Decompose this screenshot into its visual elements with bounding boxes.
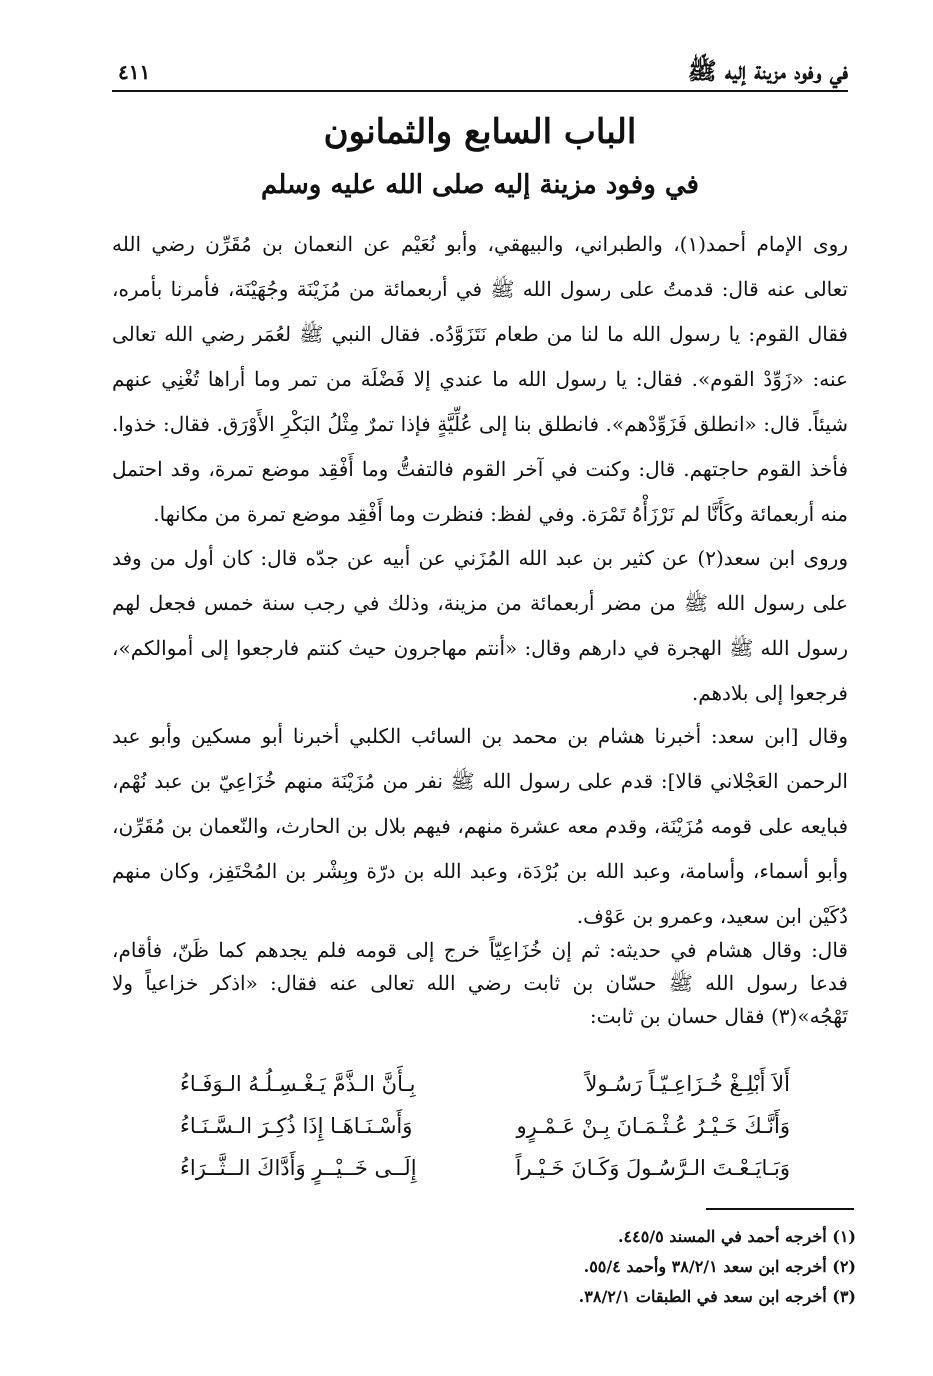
page-number: ٤١١ [118, 60, 151, 84]
verse-second-hemistich: وَأَسْـنَـاهَـا إِذَا ذُكِـرَ الـسَّـنَـاءُ [180, 1114, 413, 1138]
verse-first-hemistich: أَلاَ أَبْلِـغْ خُـزَاعِـيّـاً رَسُـولاً [585, 1072, 790, 1096]
chapter-title: الباب السابع والثمانون [323, 112, 637, 152]
footnote-1: (١) أخرجه أحمد في المسند ٤٤٥/٥. [617, 1227, 856, 1246]
poem-verse [180, 1105, 790, 1147]
footnotes [112, 1222, 856, 1312]
verse-second-hemistich: بِـأَنَّ الـذَّمَّ يَـغْـسِـلُـهُ الـوَفَـاءُ [180, 1072, 416, 1096]
footnote-2: (٢) أخرجه ابن سعد ٣٨/٢/١ وأحمد ٥٥/٤. [583, 1257, 856, 1276]
footnote-3: (٣) أخرجه ابن سعد في الطبقات ٣٨/٢/١. [578, 1287, 856, 1306]
paragraph-1: روى الإمام أحمد(١)، والطبراني، والبيهقي، وأبو نُعَيْم عن النعمان بن مُقَرِّن رضي الله تعالى عنه قال: قدمتُ على رسول الله ﷺ في أربعمائة من مُزَيْنَة وجُهَيْنَة، فأمرنا بأمره، فقال القوم: يا رسول الله ما لنا من طعام نَتَزَوَّدُه. فقال النبي ﷺ لعُمَر رضي الله تعالى عنه: «زَوِّدْ القوم». فقال: يا رسول الله ما عندي إلا فَضْلَة من تمر وما أراها تُغْنِي عنهم شيئاً. قال: «انطلق فَزَوِّدْهم». فانطلق بنا إلى عُلِّيَّةٍ فإذا تمرٌ مِثْلُ البَكْرِ الأَوْرَق. فقال: خذوا. فأخذ القوم حاجتهم. قال: وكنت في آخر القوم فالتفتُّ وما أَفْقِد موضع تمرة، وقد احتمل منه أربعمائة وكَأَنَّا لم نَرْزَأْهُ تَمْرَة. وفي لفظ: فنظرت وما أَفْقِد موضع تمرة من مكانها. [112, 232, 848, 526]
paragraph-3: وقال [ابن سعد: أخبرنا هشام بن محمد بن السائب الكلبي أخبرنا أبو مسكين وأبو عبد الرحمن العَجْلاني قالا]: قدم على رسول الله ﷺ نفر من مُزَيْنَة منهم خُزَاعِيّ بن عبد نُهْم، فبايعه على قومه مُزَيْنَة، وقدم معه عشرة منهم، فيهم بلال بن الحارث، والنّعمان بن مُقَرِّن، وأبو أسماء، وأسامة، وعبد الله بن بُرْدَة، وعبد الله بن درّة وبِشْر بن المُحْتَفِز، وكان منهم دُكَيْن ابن سعيد، وعمرو بن عَوْف. [112, 724, 848, 928]
chapter-subtitle: في وفود مزينة إليه صلى الله عليه وسلم [261, 170, 699, 200]
verse-first-hemistich: وَأَنَّـكَ خَـيْـرُ عُـثْـمَـانَ بِـنْ عَـمْـرٍو [516, 1114, 790, 1138]
verse-second-hemistich: إِلَــى خَــيْــرٍ وَأَدَّاكَ الــثَّــرَاءُ [180, 1156, 417, 1180]
running-header [112, 50, 848, 92]
paragraph-2: وروى ابن سعد(٢) عن كثير بن عبد الله المُزَني عن أبيه عن جدّه قال: كان أول من وفد على رسول الله ﷺ من مضر أربعمائة من مزينة، وذلك في رجب سنة خمس فجعل لهم رسول الله ﷺ الهجرة في دارهم وقال: «أنتم مهاجرون حيث كنتم فارجعوا إلى أموالكم»، فرجعوا إلى بلادهم. [112, 546, 848, 705]
poem-verse [180, 1063, 790, 1105]
footnote-divider [706, 1208, 854, 1210]
paragraph-4: قال: وقال هشام في حديثه: ثم إن خُزَاعِيّاً خرج إلى قومه فلم يجدهم كما ظَنّ، فأقام، فدعا رسول الله ﷺ حسّان بن ثابت رضي الله تعالى عنه فقال: «اذكر خزاعياً ولا تَهْجُه»(٣) فقال حسان بن ثابت: [112, 938, 848, 1028]
poem [180, 1063, 790, 1189]
running-title: في وفود مزينة إليه ﷺ [687, 56, 848, 85]
poem-verse [180, 1147, 790, 1189]
verse-first-hemistich: وَبَـايَـعْـتَ الـرَّسُـولَ وَكَـانَ خَـيْـراً [515, 1156, 790, 1180]
